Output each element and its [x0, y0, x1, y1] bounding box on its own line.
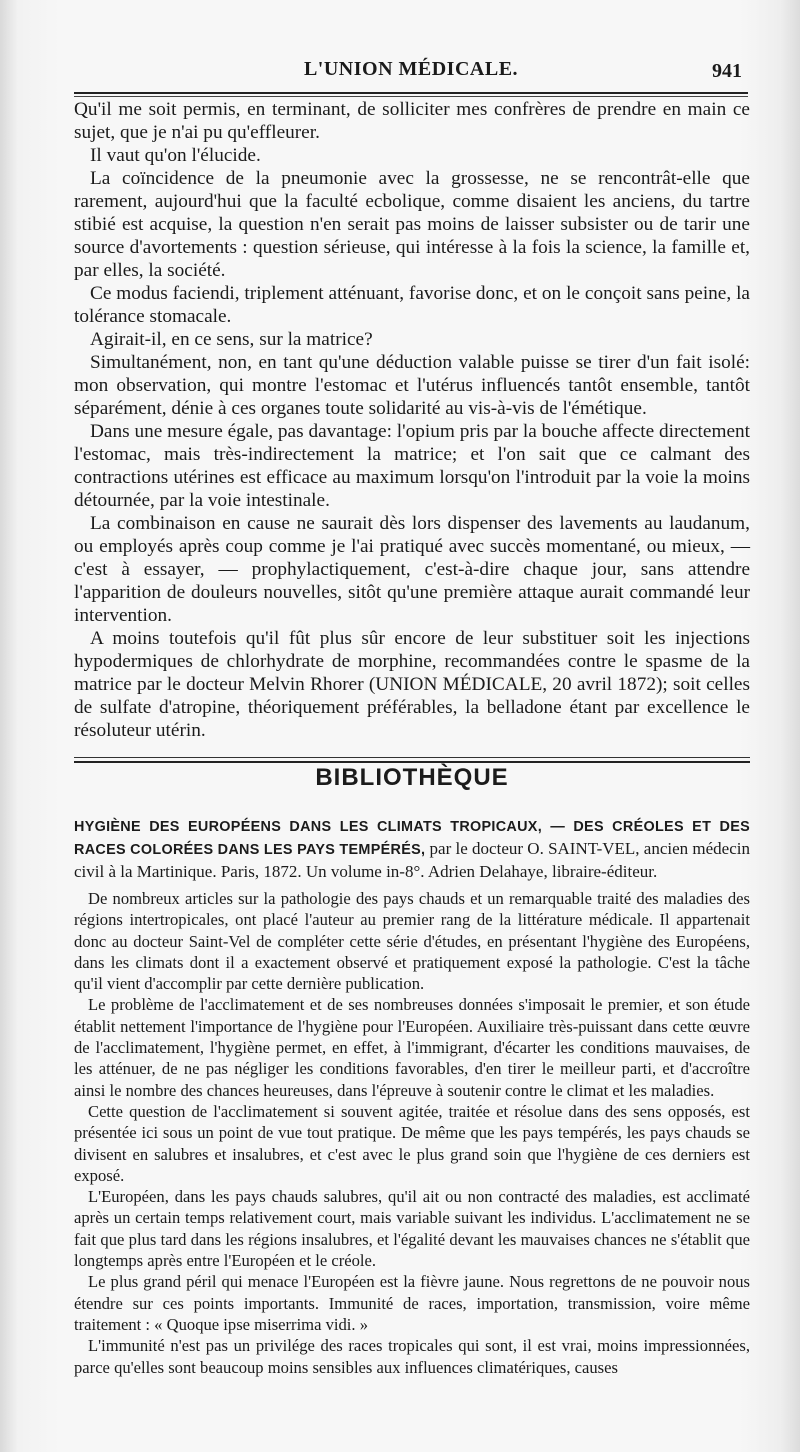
body-paragraph: Agirait-il, en ce sens, sur la matrice?: [90, 329, 373, 350]
review-heading: [74, 815, 750, 883]
body-paragraph: Simultanément, non, en tant qu'une déduction valable puisse se tirer d'un fait isolé: mon observation, qui montre l'estomac et l'utérus influencés tantôt ensemble, tantôt séparément, dénie à ces organes toute solidarité au vis-à-vis de l'émétique.: [74, 352, 750, 419]
review-paragraph: L'immunité n'est pas un privilége des races tropicales qui sont, il est vrai, moins impressionnées, parce qu'elles sont beaucoup moins sensibles aux influences climatériques, causes: [74, 1336, 750, 1377]
body-paragraph: Qu'il me soit permis, en terminant, de solliciter mes confrères de prendre en main ce sujet, que je n'ai pu qu'effleurer.: [74, 99, 750, 143]
page-number: 941: [712, 60, 742, 82]
running-title: L'UNION MÉDICALE.: [303, 58, 519, 80]
review-paragraph: L'Européen, dans les pays chauds salubres, qu'il ait ou non contracté des maladies, est acclimaté après un certain temps relativement court, mais variable suivant les individus. L'acclimatement ne se fait que plus tard dans les régions insalubres, et l'égalité devant les mauvaises chances ne s'établit que longtemps après entre l'Européen et le créole.: [74, 1187, 750, 1271]
review-paragraph: Le problème de l'acclimatement et de ses nombreuses données s'imposait le premier, et son étude établit nettement l'importance de l'hygiène pour l'Européen. Auxiliaire très-puissant dans cette œuvre de l'acclimatement, l'hygiène permet, en effet, à l'immigrant, d'écarter les conditions mauvaises, de les atténuer, de ne pas négliger les conditions favorables, d'en tirer le meilleur parti, et d'accroître ainsi le nombre des chances heureuses, dans l'épreuve à soutenir contre le climat et les maladies.: [74, 995, 750, 1100]
section-title: BIBLIOTHÈQUE: [315, 764, 509, 791]
article-body: [74, 98, 750, 742]
body-paragraph: Ce modus faciendi, triplement atténuant, favorise donc, et on le conçoit sans peine, la tolérance stomacale.: [74, 283, 750, 327]
header-rule: [74, 92, 748, 97]
review-heading-rest: par le docteur O. SAINT-VEL, ancien médecin civil à la Martinique. Paris, 1872. Un volume in-8°. Adrien Delahaye, libraire-éditeur.: [74, 839, 750, 881]
review-heading-caps: HYGIÈNE DES EUROPÉENS DANS LES CLIMATS TROPICAUX, — DES CRÉOLES ET DES RACES COLORÉES DANS LES PAYS TEMPÉRÉS,: [74, 819, 750, 858]
body-paragraph: La coïncidence de la pneumonie avec la grossesse, ne se rencontrât-elle que rarement, aujourd'hui que la faculté ecbolique, comme disaient les anciens, du tartre stibié est acquise, la question n'en serait pas moins de laisser subsister ou de tarir une source d'avortements : question sérieuse, qui intéresse à la fois la science, la famille et, par elles, la société.: [74, 168, 750, 281]
section-rule: [74, 757, 750, 763]
review-paragraph: Cette question de l'acclimatement si souvent agitée, traitée et résolue dans des sens opposés, est présentée ici sous un point de vue tout pratique. De même que les pays tempérés, les pays chauds se divisent en salubres et insalubres, et c'est avec le plus grand soin que l'hygiène de ces derniers est exposé.: [74, 1101, 750, 1185]
body-paragraph: A moins toutefois qu'il fût plus sûr encore de leur substituer soit les injections hypodermiques de chlorhydrate de morphine, recommandées contre le spasme de la matrice par le docteur Melvin Rhorer (UNION MÉDICALE, 20 avril 1872); soit celles de sulfate d'atropine, théoriquement préférables, la belladone étant par excellence le résoluteur utérin.: [74, 628, 750, 741]
body-paragraph: Dans une mesure égale, pas davantage: l'opium pris par la bouche affecte directement l'estomac, mais très-indirectement la matrice; et l'on sait que ce calmant des contractions utérines est efficace au maximum lorsqu'on l'introduit par la voie la moins détournée, par la voie intestinale.: [74, 421, 751, 511]
running-header: [74, 58, 748, 90]
review-paragraph: Le plus grand péril qui menace l'Européen est la fièvre jaune. Nous regrettons de ne pouvoir nous étendre sur ces points importants. Immunité de races, importation, transmission, voire même traitement : « Quoque ipse miserrima vidi. »: [74, 1272, 750, 1334]
body-paragraph: Il vaut qu'on l'élucide.: [90, 145, 261, 166]
body-paragraph: La combinaison en cause ne saurait dès lors dispenser des lavements au laudanum, ou employés après coup comme je l'ai pratiqué avec succès momentané, ou mieux, — c'est à essayer, — prophylactiquement, c'est-à-dire chaque jour, sans attendre l'apparition de douleurs nouvelles, sitôt qu'une première attaque aurait commandé leur intervention.: [74, 513, 750, 626]
review-paragraph: De nombreux articles sur la pathologie des pays chauds et un remarquable traité des maladies des régions intertropicales, ont placé l'auteur au premier rang de la littérature médicale. Il appartenait donc au docteur Saint-Vel de compléter cette série d'études, en présentant l'hygiène des Européens, dans les climats dont il a exactement observé et pratiquement exposé la pathologie. C'est la tâche qu'il vient d'accomplir par cette dernière publication.: [74, 889, 750, 994]
review-body: [74, 888, 750, 1378]
